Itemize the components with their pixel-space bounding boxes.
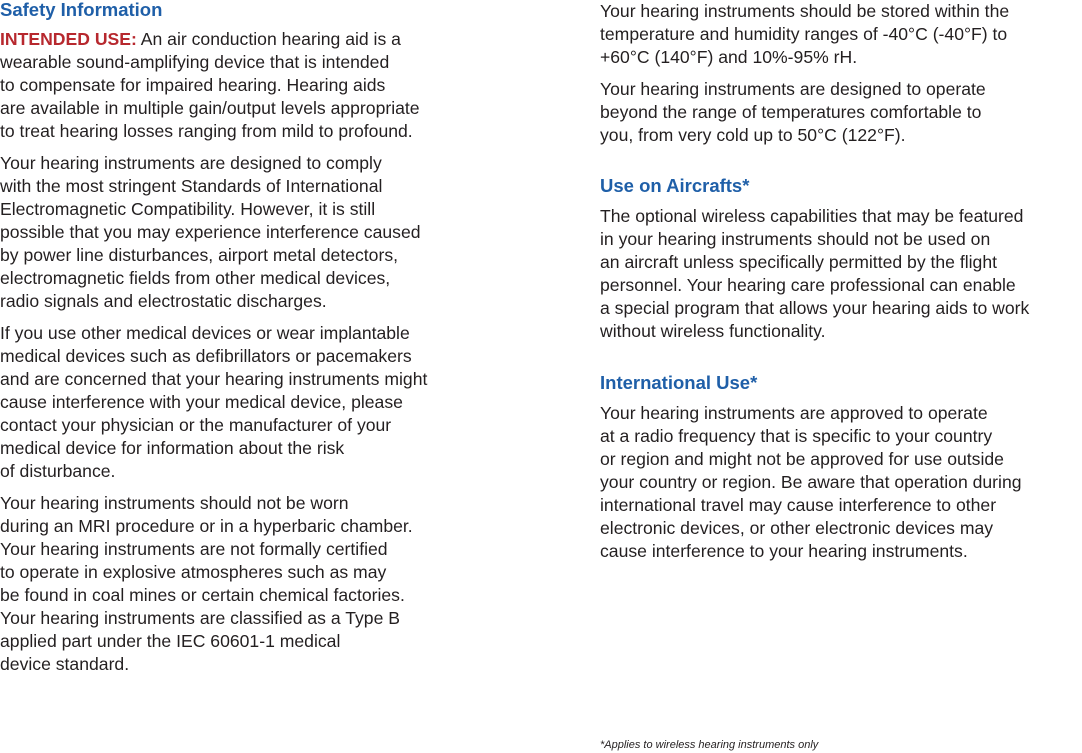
left-column xyxy=(0,0,484,685)
operating-temperature-paragraph: Your hearing instruments are designed to operate beyond the range of temperatures comfortable to you, from very cold up to 50°C (122°F). xyxy=(600,79,986,145)
intended-use-text: An air conduction hearing aid is a wearable sound-amplifying device that is intended to compensate for impaired hearing. Hearing aids are available in multiple gain/output levels appropriate to treat hearing losses ranging from mild to profound. xyxy=(0,29,420,141)
international-heading: International Use* xyxy=(600,372,758,393)
emc-paragraph: Your hearing instruments are designed to comply with the most stringent Standards of International Electromagnetic Compatibility. However, it is still possible that you may experience interference caused by power line disturbances, airport metal detectors, electromagnetic fields from other medical devices, radio signals and electrostatic discharges. xyxy=(0,153,421,311)
storage-paragraph: Your hearing instruments should be stored within the temperature and humidity ranges of -40°C (-40°F) to +60°C (140°F) and 10%-95% rH. xyxy=(600,1,1010,67)
aircraft-heading: Use on Aircrafts* xyxy=(600,175,750,196)
mri-paragraph: Your hearing instruments should not be worn during an MRI procedure or in a hyperbaric chamber. Your hearing instruments are not formally certified to operate in explosive atmospheres such as may be found in coal mines or certain chemical factories. Your hearing instruments are classified as a Type B applied part under the IEC 60601-1 medical device standard. xyxy=(0,493,413,674)
intended-use-label: INTENDED USE: xyxy=(0,29,137,49)
medical-devices-paragraph: If you use other medical devices or wear implantable medical devices such as defibrillators or pacemakers and are concerned that your hearing instruments might cause interference with your medical device, please contact your physician or the manufacturer of your medical device for information about the risk of disturbance. xyxy=(0,323,428,481)
intended-use-paragraph xyxy=(0,28,484,143)
aircraft-paragraph: The optional wireless capabilities that may be featured in your hearing instruments should not be used on an aircraft unless specifically permitted by the flight personnel. Your hearing care professional can enable a special program that allows your hearing aids to work without wireless functionality. xyxy=(600,206,1030,341)
section-title-safety-information: Safety Information xyxy=(0,0,163,20)
right-column xyxy=(600,0,1082,561)
footnote: *Applies to wireless hearing instruments only xyxy=(600,739,819,751)
international-paragraph: Your hearing instruments are approved to operate at a radio frequency that is specific to your country or region and might not be approved for use outside your country or region. Be aware that operation during international travel may cause interference to other electronic devices, or other electronic devices may cause interference to your hearing instruments. xyxy=(600,403,1022,561)
